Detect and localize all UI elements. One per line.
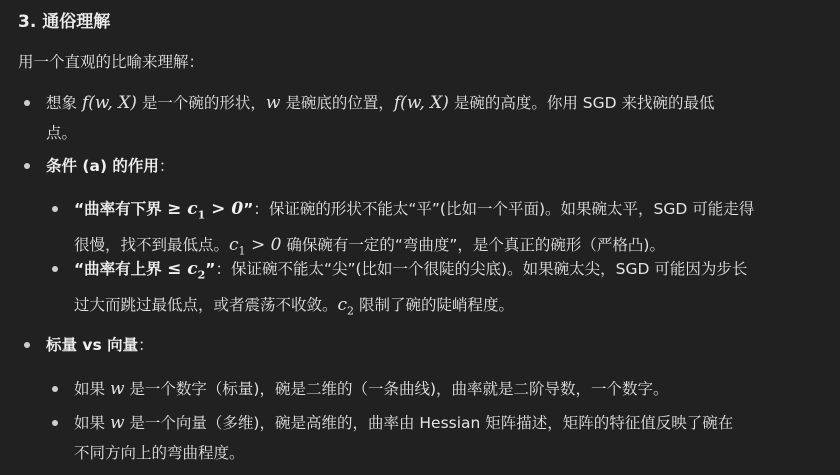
math-f-w-x: f(w, X) <box>81 93 137 113</box>
list-item-condition-a <box>46 151 174 181</box>
text-segment: “曲率有上界 <box>74 260 168 278</box>
item-label: 标量 vs 向量 <box>46 336 139 354</box>
list-item-upper-bound <box>74 254 834 327</box>
text-segment: 如果 <box>74 380 110 398</box>
math-geq-c1 <box>167 199 244 222</box>
bullet-dot <box>24 100 30 106</box>
text-segment: ” <box>205 260 216 278</box>
colon: ： <box>158 157 175 175</box>
list-item-line <box>46 118 836 148</box>
list-item-line <box>74 254 834 290</box>
list-item-scalar <box>74 374 834 404</box>
math-text: c <box>337 295 348 316</box>
list-item-line <box>46 88 836 118</box>
item-label: 条件 (a) 的作用 <box>46 157 159 175</box>
text-segment: 确保碗有一定的“弯曲度”，是个真正的碗形（严格凸)。 <box>281 236 665 255</box>
bold-term <box>74 199 254 222</box>
intro-text: 用一个直观的比喻来理解： <box>18 53 205 71</box>
text-segment: 不同方向上的弯曲程度。 <box>74 444 245 462</box>
colon: ： <box>138 336 154 354</box>
math-text: ≥ c <box>167 199 198 219</box>
bullet-dot <box>52 420 58 426</box>
text-segment: 是碗底的位置， <box>280 94 394 112</box>
list-item-scalar-vs-vector <box>46 330 154 360</box>
text-segment: 点。 <box>46 124 78 142</box>
bold-term <box>74 259 216 282</box>
bullet-dot <box>52 206 58 212</box>
text-segment: 限制了碗的陡峭程度。 <box>354 296 514 315</box>
list-item-bowl-analogy <box>46 88 836 148</box>
math-subscript: 1 <box>197 208 206 222</box>
text-segment: 是碗的高度。你用 SGD 来找碗的最低 <box>448 94 715 112</box>
section-heading: 3. 通俗理解 <box>18 12 111 32</box>
list-item-vector <box>74 408 834 468</box>
math-text: > 0 <box>245 235 282 256</box>
list-item-line <box>74 438 834 468</box>
math-w: w <box>109 413 125 433</box>
math-c1-gt-0 <box>229 235 282 258</box>
bullet-dot <box>24 163 30 169</box>
list-item-line <box>74 194 834 230</box>
math-text: c <box>229 235 239 256</box>
math-w: w <box>265 93 281 113</box>
math-subscript: 1 <box>238 244 246 258</box>
text-segment: 如果 <box>74 414 110 432</box>
bullet-dot <box>52 386 58 392</box>
text-segment: ：保证碗的形状不能太“平”(比如一个平面)。如果碗太平，SGD 可能走得 <box>253 200 755 218</box>
math-leq-c2 <box>167 259 206 282</box>
list-item-line <box>74 290 834 326</box>
text-segment: ” <box>243 200 254 218</box>
math-text: > 0 <box>205 199 244 219</box>
list-item-line <box>74 408 834 438</box>
text-segment: ：保证碗不能太“尖”(比如一个很陡的尖底)。如果碗太尖，SGD 可能因为步长 <box>215 260 748 278</box>
math-f-w-x: f(w, X) <box>393 93 449 113</box>
text-segment: 想象 <box>46 94 82 112</box>
math-c2 <box>337 295 355 318</box>
text-segment: 是一个数字（标量)，碗是二维的（一条曲线)，曲率就是二阶导数，一个数字。 <box>124 380 669 398</box>
bullet-dot <box>24 342 30 348</box>
text-segment: 过大而跳过最低点，或者震荡不收敛。 <box>74 296 338 315</box>
math-subscript: 2 <box>347 304 355 318</box>
text-segment: 很慢，找不到最低点。 <box>74 236 230 255</box>
text-segment: “曲率有下界 <box>74 200 168 218</box>
bullet-dot <box>52 266 58 272</box>
text-segment: 是一个碗的形状， <box>136 94 266 112</box>
text-segment: 是一个向量（多维)，碗是高维的，曲率由 Hessian 矩阵描述，矩阵的特征值反映了碗在 <box>124 414 734 432</box>
math-text: ≤ c <box>167 259 198 279</box>
math-subscript: 2 <box>197 268 206 282</box>
math-w: w <box>109 379 125 399</box>
